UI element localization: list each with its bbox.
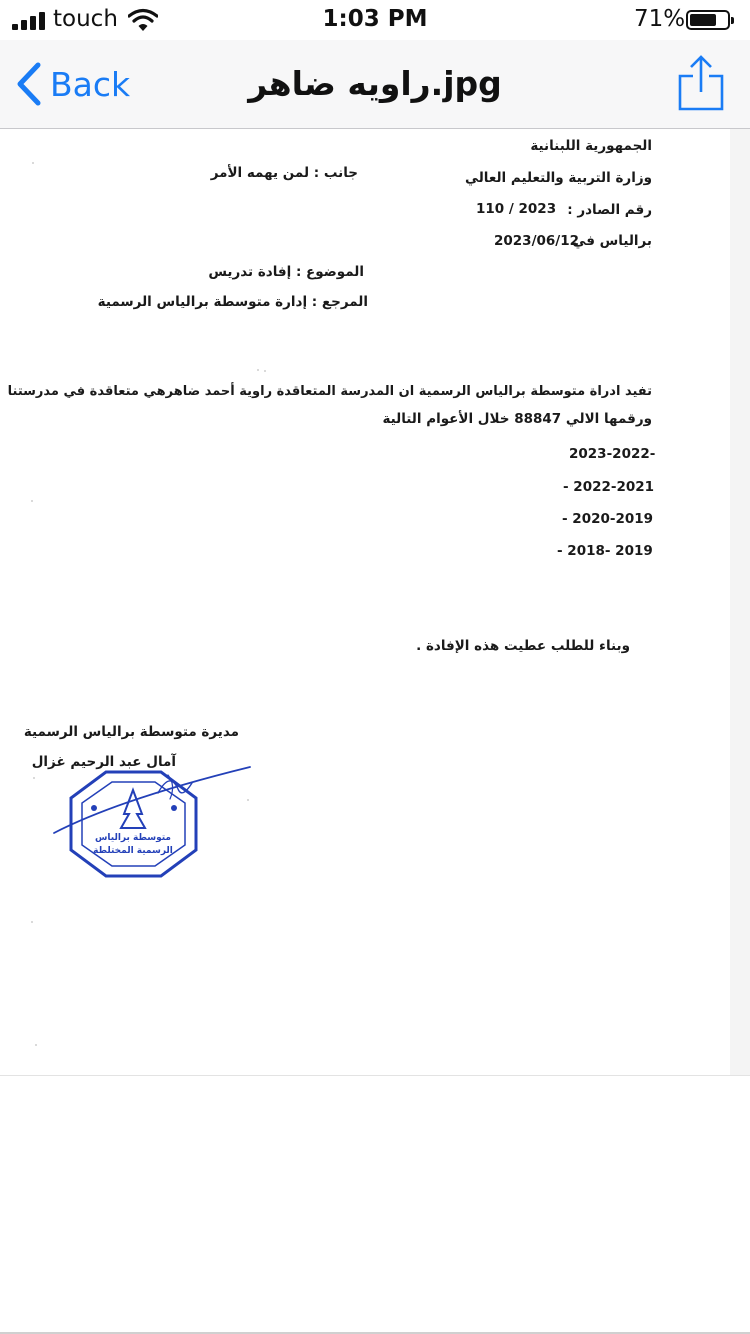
year-item-4: - 2018- 2019: [557, 543, 653, 559]
handwritten-signature: [50, 759, 260, 839]
stamp-text-1: متوسطة برالياس: [94, 833, 172, 843]
year-item-2: - 2022-2021: [563, 479, 655, 495]
document-margin: [730, 129, 750, 1075]
carrier-name: touch: [53, 6, 118, 32]
share-icon[interactable]: [676, 54, 726, 114]
ref-label: رقم الصادر :: [567, 202, 652, 218]
stamp-text-2: الرسمية المختلطة: [93, 846, 173, 856]
body-line-2: ورقمها الالي 88847 خلال الأعوام التالية: [382, 411, 652, 427]
ref-value: 110 / 2023: [476, 201, 557, 217]
date-value: 2023/06/12: [494, 233, 580, 249]
closing-line: وبناء للطلب عطيت هذه الإفادة .: [416, 638, 630, 654]
document-viewer[interactable]: [0, 129, 750, 1334]
ministry-heading: وزارة التربية والتعليم العالي: [465, 170, 652, 186]
signatory-title: مديرة متوسطة برالياس الرسمية: [23, 724, 239, 740]
signatory-name: آمال عبد الرحيم غزال: [31, 754, 176, 770]
year-item-3: - 2020-2019: [562, 511, 654, 527]
back-button[interactable]: [16, 62, 130, 106]
body-line-1: تفيد ادراة متوسطة برالياس الرسمية ان المدرسة المتعاقدة راوية أحمد ضاهرهي متعاقدة في مدرستنا: [7, 384, 652, 399]
subject-line: الموضوع : إفادة تدريس: [208, 264, 364, 280]
addressee: جانب : لمن يهمه الأمر: [210, 165, 358, 181]
date-label: برالياس في :: [562, 233, 652, 249]
chevron-left-icon: [16, 62, 42, 106]
battery-icon: [686, 10, 730, 30]
reference-line: المرجع : إدارة متوسطة برالياس الرسمية: [97, 294, 368, 310]
republic-heading: الجمهورية اللبنانية: [530, 138, 652, 154]
back-button-label: Back: [50, 64, 131, 104]
page-title: راويه ضاهر.jpg: [248, 64, 502, 103]
status-bar: [0, 0, 750, 40]
clock: 1:03 PM: [322, 6, 428, 32]
navigation-bar: [0, 40, 750, 129]
scanned-document: [0, 129, 730, 1075]
battery-level: [690, 14, 716, 26]
year-item-1: 2023-2022-: [569, 446, 656, 462]
battery-percent: 71%: [634, 6, 686, 32]
document-edge: [0, 1075, 750, 1076]
